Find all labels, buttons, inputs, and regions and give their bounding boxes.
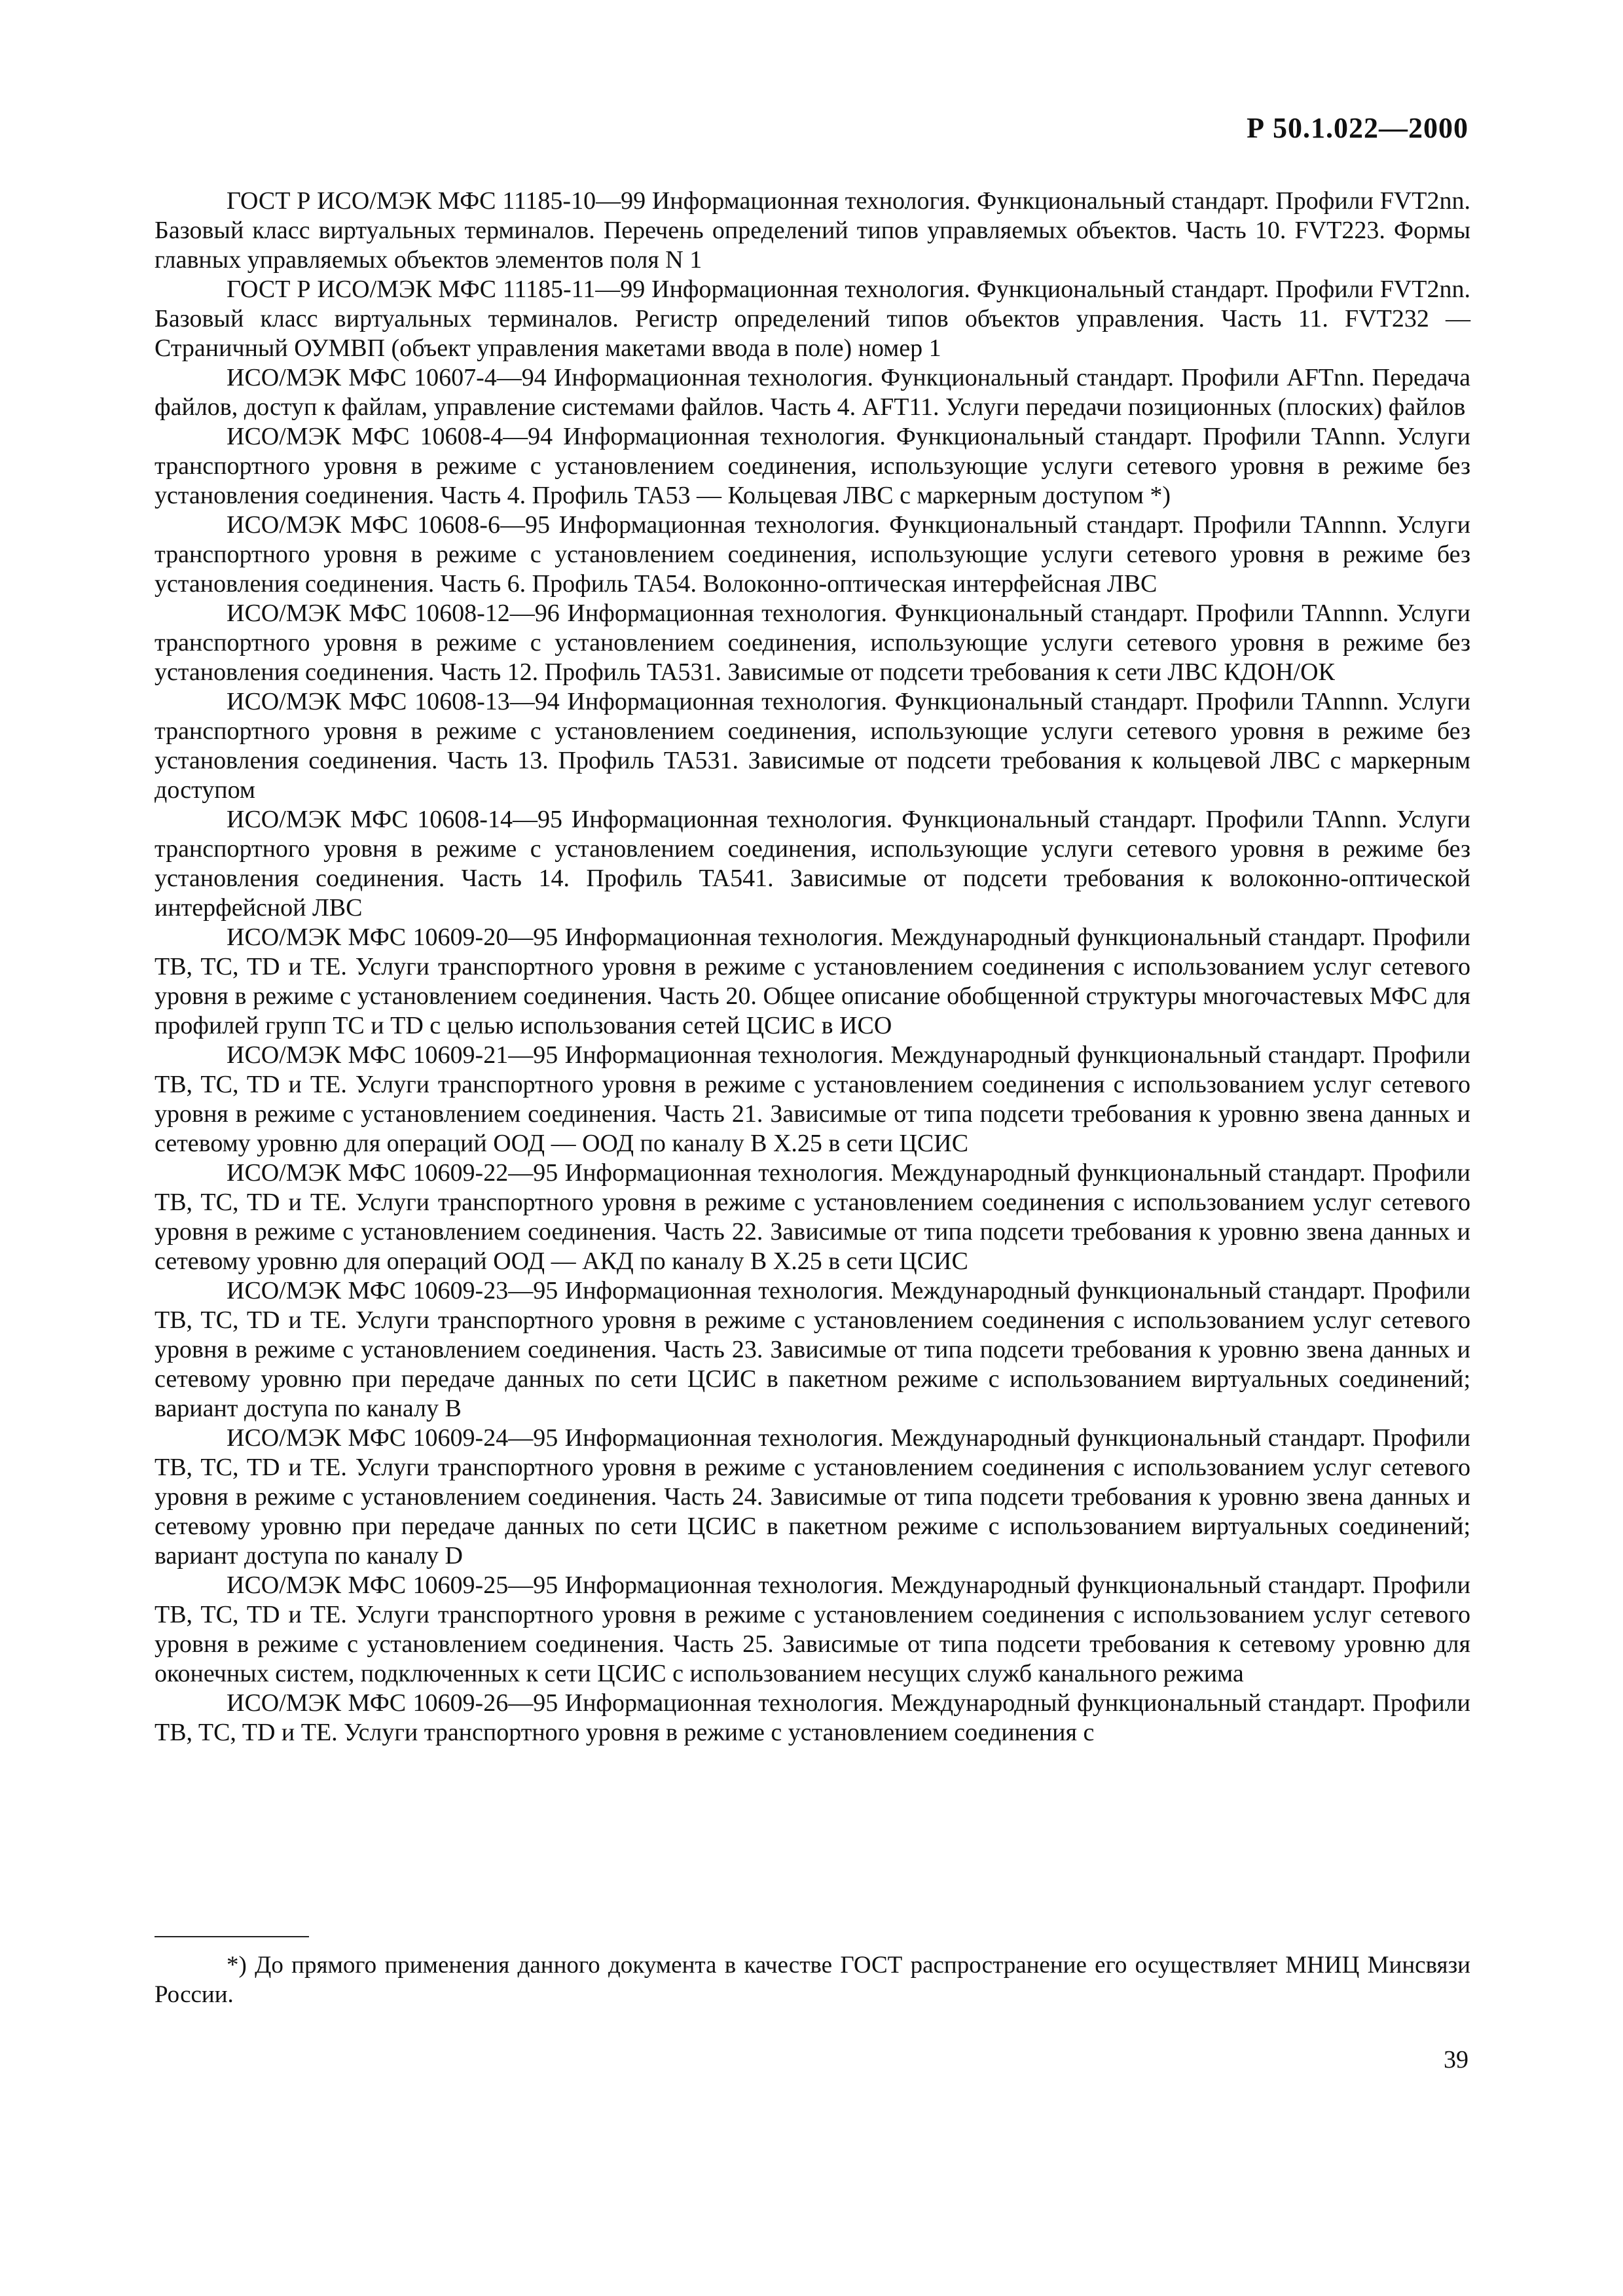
footnote-divider (155, 1936, 309, 1937)
standard-entry-3: ИСО/МЭК МФС 10607-4—94 Информационная технология. Функциональный стандарт. Профили AFTnn. Передача файлов, доступ к файлам, управление системами файлов. Часть 4. AFT11. Услуги передачи позиционных (плоских) файлов (155, 364, 1470, 421)
standard-entry-5: ИСО/МЭК МФС 10608-6—95 Информационная технология. Функциональный стандарт. Профили TAnnnn. Услуги транспортного уровня в режиме с установлением соединения, использующие услуги сетевого уровня в режиме без установления соединения. Часть 6. Профиль TA54. Волоконно-оптическая интерфейсная ЛВС (155, 511, 1470, 598)
footnote: *) До прямого применения данного документа в качестве ГОСТ распространение его осуществляет МНИЦ Минсвязи России. (155, 1952, 1470, 2008)
standard-entry-14: ИСО/МЭК МФС 10609-25—95 Информационная технология. Международный функциональный стандарт. Профили TB, TC, TD и TE. Услуги транспортного уровня в режиме с установлением соединения с использованием услуг сетевого уровня в режиме с установлением соединения. Часть 25. Зависимые от типа подсети требования к сетевому уровню для оконечных систем, подключенных к сети ЦСИС с использованием несущих служб канального режима (155, 1571, 1470, 1687)
standard-entry-13: ИСО/МЭК МФС 10609-24—95 Информационная технология. Международный функциональный стандарт. Профили TB, TC, TD и TE. Услуги транспортного уровня в режиме с установлением соединения с использованием услуг сетевого уровня в режиме с установлением соединения. Часть 24. Зависимые от типа подсети требования к уровню звена данных и сетевому уровню при передаче данных по сети ЦСИС в пакетном режиме с использованием виртуальных соединений; вариант доступа по каналу D (155, 1424, 1470, 1570)
standards-list (155, 187, 1470, 1748)
standard-entry-6: ИСО/МЭК МФС 10608-12—96 Информационная технология. Функциональный стандарт. Профили TAnnnn. Услуги транспортного уровня в режиме с установлением соединения, использующие услуги сетевого уровня в режиме без установления соединения. Часть 12. Профиль TA531. Зависимые от подсети требования к сети ЛВС КДОН/ОК (155, 600, 1470, 686)
standard-entry-8: ИСО/МЭК МФС 10608-14—95 Информационная технология. Функциональный стандарт. Профили TAnnn. Услуги транспортного уровня в режиме с установлением соединения, использующие услуги сетевого уровня в режиме без установления соединения. Часть 14. Профиль TA541. Зависимые от подсети требования к волоконно-оптической интерфейсной ЛВС (155, 806, 1470, 922)
standard-entry-15: ИСО/МЭК МФС 10609-26—95 Информационная технология. Международный функциональный стандарт. Профили TB, TC, TD и TE. Услуги транспортного уровня в режиме с установлением соединения с (155, 1689, 1470, 1746)
standard-entry-2: ГОСТ Р ИСО/МЭК МФС 11185-11—99 Информационная технология. Функциональный стандарт. Профили FVT2nn. Базовый класс виртуальных терминалов. Регистр определений типов объектов управления. Часть 11. FVT232 — Страничный ОУМВП (объект управления макетами ввода в поле) номер 1 (155, 276, 1470, 362)
standard-entry-11: ИСО/МЭК МФС 10609-22—95 Информационная технология. Международный функциональный стандарт. Профили TB, TC, TD и TE. Услуги транспортного уровня в режиме с установлением соединения с использованием услуг сетевого уровня в режиме с установлением соединения. Часть 22. Зависимые от типа подсети требования к уровню звена данных и сетевому уровню для операций ООД — АКД по каналу B X.25 в сети ЦСИС (155, 1159, 1470, 1275)
standard-entry-10: ИСО/МЭК МФС 10609-21—95 Информационная технология. Международный функциональный стандарт. Профили TB, TC, TD и TE. Услуги транспортного уровня в режиме с установлением соединения с использованием услуг сетевого уровня в режиме с установлением соединения. Часть 21. Зависимые от типа подсети требования к уровню звена данных и сетевому уровню для операций ООД — ООД по каналу B X.25 в сети ЦСИС (155, 1041, 1470, 1157)
standard-entry-12: ИСО/МЭК МФС 10609-23—95 Информационная технология. Международный функциональный стандарт. Профили TB, TC, TD и TE. Услуги транспортного уровня в режиме с установлением соединения с использованием услуг сетевого уровня в режиме с установлением соединения. Часть 23. Зависимые от типа подсети требования к уровню звена данных и сетевому уровню при передаче данных по сети ЦСИС в пакетном режиме с использованием виртуальных соединений; вариант доступа по каналу B (155, 1277, 1470, 1422)
standard-entry-9: ИСО/МЭК МФС 10609-20—95 Информационная технология. Международный функциональный стандарт. Профили TB, TC, TD и TE. Услуги транспортного уровня в режиме с установлением соединения с использованием услуг сетевого уровня в режиме с установлением соединения. Часть 20. Общее описание обобщенной структуры многочастевых МФС для профилей групп TC и TD с целью использования сетей ЦСИС в ИСО (155, 924, 1470, 1039)
document-code-header: Р 50.1.022—2000 (1247, 112, 1468, 144)
standard-entry-1: ГОСТ Р ИСО/МЭК МФС 11185-10—99 Информационная технология. Функциональный стандарт. Профили FVT2nn. Базовый класс виртуальных терминалов. Перечень определений типов управляемых объектов. Часть 10. FVT223. Формы главных управляемых объектов элементов поля N 1 (155, 187, 1470, 274)
page-number: 39 (1444, 2046, 1468, 2073)
standard-entry-7: ИСО/МЭК МФС 10608-13—94 Информационная технология. Функциональный стандарт. Профили TAnnnn. Услуги транспортного уровня в режиме с установлением соединения, использующие услуги сетевого уровня в режиме без установления соединения. Часть 13. Профиль TA531. Зависимые от подсети требования к кольцевой ЛВС с маркерным доступом (155, 688, 1470, 804)
standard-entry-4: ИСО/МЭК МФС 10608-4—94 Информационная технология. Функциональный стандарт. Профили TAnnn. Услуги транспортного уровня в режиме с установлением соединения, использующие услуги сетевого уровня в режиме без установления соединения. Часть 4. Профиль TA53 — Кольцевая ЛВС с маркерным доступом *) (155, 423, 1470, 509)
